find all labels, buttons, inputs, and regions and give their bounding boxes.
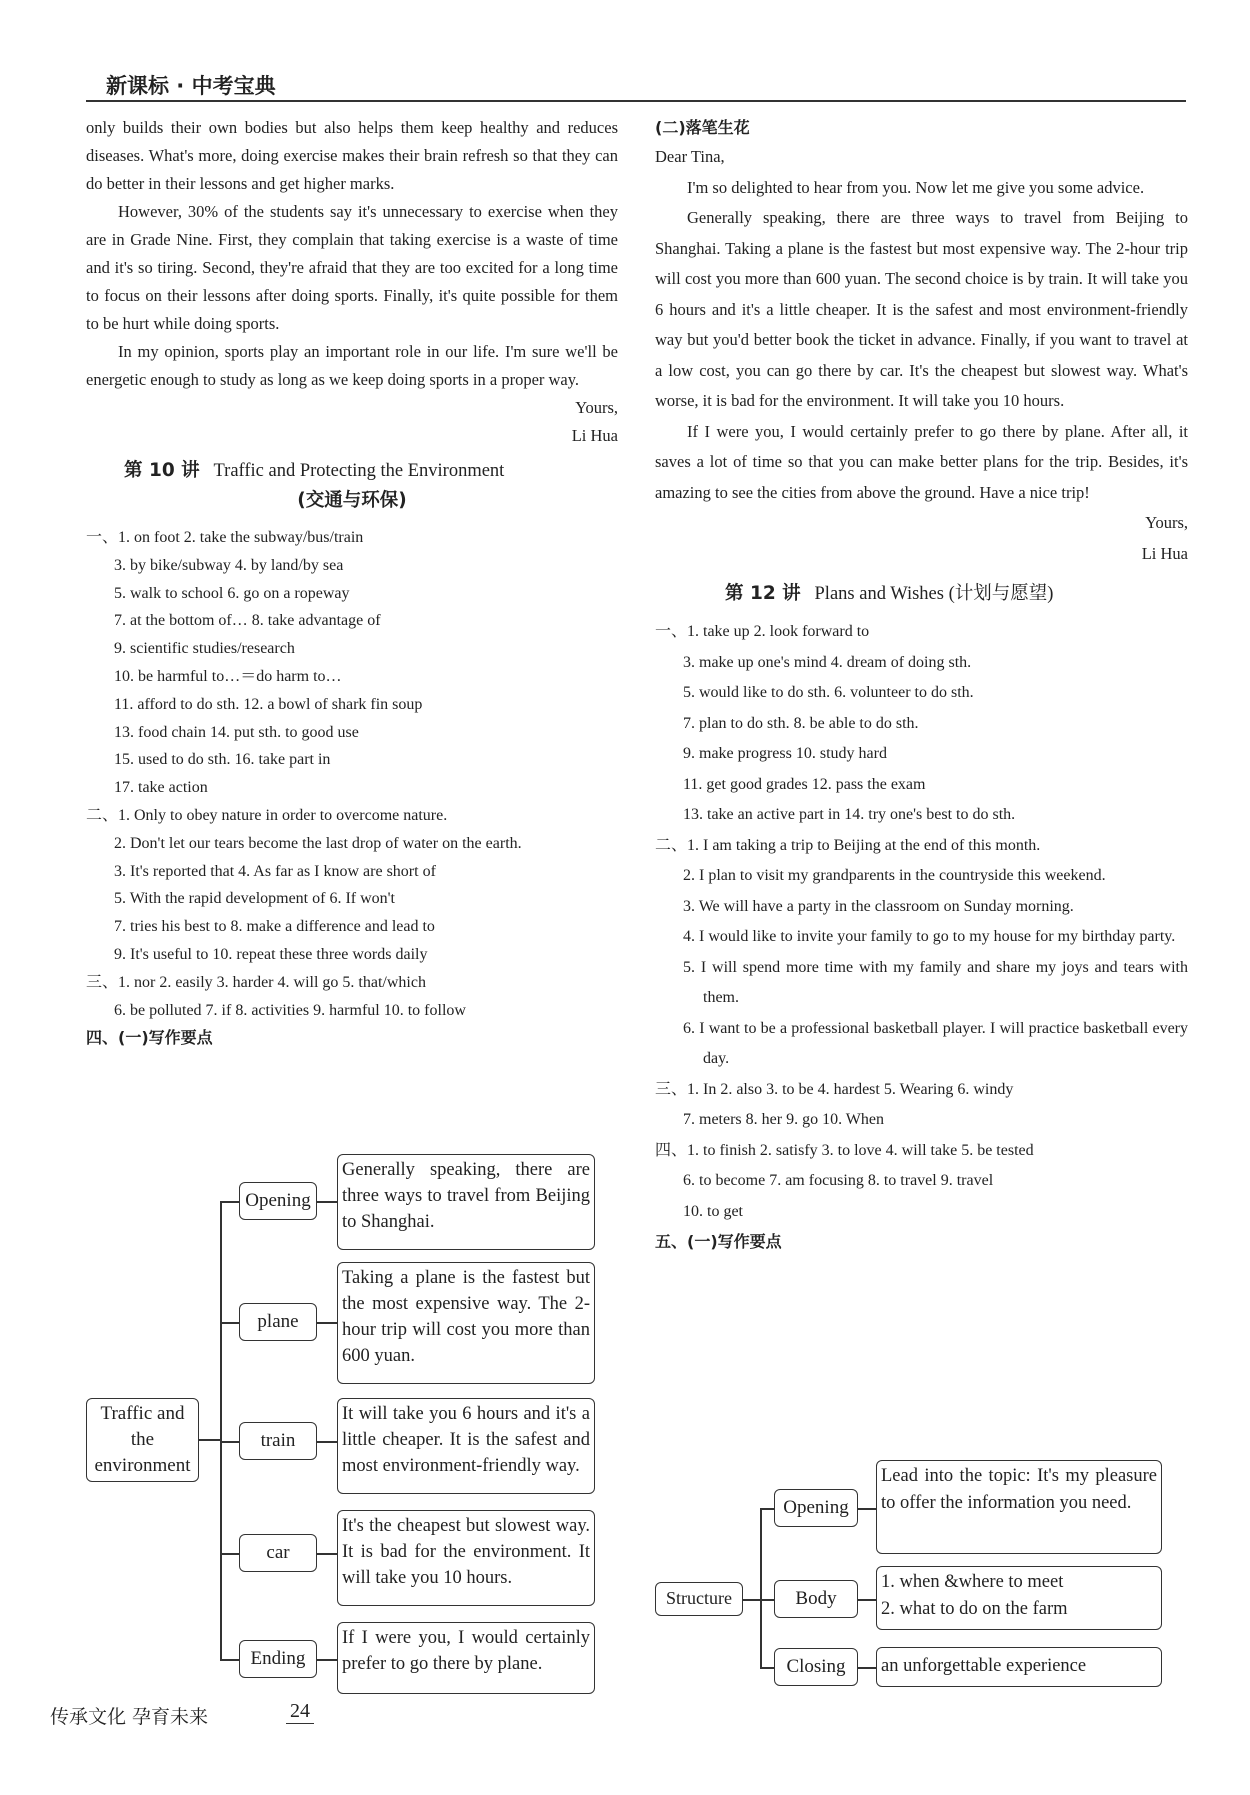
lesson-title: Plans and Wishes (计划与愿望) bbox=[814, 584, 1054, 604]
letter-paragraph: I'm so delighted to hear from you. Now let me give you some advice. bbox=[687, 177, 1145, 197]
connector-line bbox=[317, 1322, 337, 1324]
answer-line: 四、1. to finish 2. satisfy 3. to love 4. will take 5. be tested bbox=[655, 1141, 1034, 1159]
mindmap-box-ending: If I were you, I would certainly prefer to go there by plane. bbox=[337, 1622, 595, 1694]
answer-line: 4. I would like to invite your family to go to my house for my birthday party. bbox=[683, 928, 1176, 945]
mindmap-box-opening: Lead into the topic: It's my pleasure to offer the information you need. bbox=[876, 1460, 1162, 1554]
signature-closing: Yours, bbox=[575, 398, 618, 417]
answer-line: 5. I will spend more time with my family and share my joys and tears with them. bbox=[683, 958, 1188, 1006]
answer-section-3 bbox=[86, 969, 618, 1025]
answer-line: 11. get good grades 12. pass the exam bbox=[683, 775, 926, 793]
answer-line: 5. With the rapid development of 6. If won't bbox=[114, 890, 395, 908]
answer-line: 三、1. nor 2. easily 3. harder 4. will go 5. that/which bbox=[86, 973, 426, 991]
writing-points-label: 五、(一)写作要点 bbox=[655, 1232, 782, 1251]
connector-line bbox=[220, 1441, 239, 1443]
connector-line bbox=[199, 1439, 221, 1441]
writing-points-label: 四、(一)写作要点 bbox=[86, 1028, 213, 1048]
connector-line bbox=[858, 1599, 876, 1601]
connector-line bbox=[743, 1599, 761, 1601]
answer-line: 17. take action bbox=[114, 779, 208, 797]
mindmap-box-car: It's the cheapest but slowest way. It is bad for the environment. It will take you 10 hours. bbox=[337, 1510, 595, 1606]
mindmap-box-plane: Taking a plane is the fastest but the most expensive way. The 2-hour trip will cost you more than 600 yuan. bbox=[337, 1262, 595, 1384]
mindmap-node-body: Body bbox=[774, 1580, 858, 1618]
answer-line: 10. be harmful to…＝do harm to… bbox=[114, 667, 342, 685]
answer-section-4 bbox=[655, 1136, 1188, 1228]
essay-paragraph: only builds their own bodies but also helps them keep healthy and reduces diseases. What's more, doing exercise makes their brain refresh so that they can do better in their lessons and get higher marks. bbox=[86, 118, 618, 193]
connector-line bbox=[220, 1201, 239, 1203]
answer-line: 3. It's reported that 4. As far as I know are short of bbox=[114, 862, 436, 880]
answer-line: 3. We will have a party in the classroom on Sunday morning. bbox=[683, 897, 1074, 915]
letter-paragraph: Generally speaking, there are three ways to travel from Beijing to Shanghai. Taking a plane is the fastest but most expensive way. The 2-hour trip will cost you more than 600 yuan. The second choice is by train. It will take you 6 hours and it's a little cheaper. It is the safest and most environment-friendly way but you'd better book the ticket in advance. Finally, if you want to travel at a low cost, you can go there by car. It's the cheapest but slowest way. What's worse, it is bad for the environment. It will take you 10 hours. bbox=[655, 208, 1188, 410]
right-column bbox=[655, 114, 1188, 1257]
mindmap-node-train: train bbox=[239, 1422, 317, 1460]
answer-line: 13. take an active part in 14. try one's best to do sth. bbox=[683, 806, 1016, 823]
connector-line bbox=[760, 1508, 762, 1668]
header-rule bbox=[86, 100, 1186, 102]
essay-paragraph: However, 30% of the students say it's unnecessary to exercise when they are in Grade Nine. First, they complain that taking exercise is a waste of time and it's so tiring. Second, they're afraid that they are too excited for a long time to focus on their lessons after doing sports. Finally, it's quite possible for them to be hurt while doing sports. bbox=[86, 202, 618, 333]
answer-section-1 bbox=[86, 524, 618, 802]
mindmap-box-body: 1. when &where to meet 2. what to do on the farm bbox=[876, 1566, 1162, 1630]
answer-line: 6. be polluted 7. if 8. activities 9. harmful 10. to follow bbox=[114, 1001, 466, 1019]
writing-sample-label: (二)落笔生花 bbox=[655, 118, 750, 137]
mindmap-root: Structure bbox=[655, 1582, 743, 1616]
answer-line: 3. make up one's mind 4. dream of doing sth. bbox=[683, 653, 972, 671]
lesson-subtitle: (交通与环保) bbox=[297, 490, 407, 511]
answer-line: 3. by bike/subway 4. by land/by sea bbox=[114, 556, 344, 574]
lesson-12-heading bbox=[655, 579, 1188, 609]
connector-line bbox=[858, 1508, 876, 1510]
mindmap-node-closing: Closing bbox=[774, 1648, 858, 1686]
answer-line: 9. make progress 10. study hard bbox=[683, 745, 887, 762]
footer-brand: 传承文化 孕育未来 bbox=[50, 1706, 209, 1728]
lesson-10-heading bbox=[86, 456, 618, 486]
answer-section-3 bbox=[655, 1075, 1188, 1136]
answer-line: 10. to get bbox=[683, 1202, 743, 1220]
lesson-title: Traffic and Protecting the Environment bbox=[213, 461, 505, 481]
answer-line: 9. It's useful to 10. repeat these three words daily bbox=[114, 945, 428, 963]
answer-line: 6. to become 7. am focusing 8. to travel 9. travel bbox=[683, 1172, 994, 1189]
mindmap-node-opening: Opening bbox=[239, 1182, 317, 1220]
signature-name: Li Hua bbox=[571, 426, 618, 445]
mindmap-box-closing: an unforgettable experience bbox=[876, 1647, 1162, 1687]
answer-line: 2. Don't let our tears become the last drop of water on the earth. bbox=[114, 834, 522, 852]
answer-section-1 bbox=[655, 617, 1188, 831]
mindmap-node-car: car bbox=[239, 1534, 317, 1572]
answer-line: 三、1. In 2. also 3. to be 4. hardest 5. Wearing 6. windy bbox=[655, 1080, 1014, 1098]
connector-line bbox=[317, 1201, 337, 1203]
answer-line: 9. scientific studies/research bbox=[114, 640, 295, 658]
mindmap-node-opening: Opening bbox=[774, 1489, 858, 1527]
essay-paragraph: In my opinion, sports play an important role in our life. I'm sure we'll be energetic enough to study as long as we keep doing sports in a proper way. bbox=[86, 342, 618, 389]
answer-line: 7. tries his best to 8. make a difference and lead to bbox=[114, 918, 435, 936]
signature-closing: Yours, bbox=[1145, 513, 1188, 532]
answer-line: 13. food chain 14. put sth. to good use bbox=[114, 723, 359, 741]
answer-section-2 bbox=[655, 831, 1188, 1075]
connector-line bbox=[760, 1667, 774, 1669]
letter-greeting: Dear Tina, bbox=[655, 147, 725, 166]
answer-line: 二、1. Only to obey nature in order to overcome nature. bbox=[86, 806, 448, 824]
mindmap-node-ending: Ending bbox=[239, 1640, 317, 1678]
answer-line: 11. afford to do sth. 12. a bowl of shark fin soup bbox=[114, 695, 423, 713]
lesson-number: 第 10 讲 bbox=[124, 460, 200, 481]
connector-line bbox=[220, 1201, 222, 1660]
signature-name: Li Hua bbox=[1141, 543, 1188, 563]
answer-line: 6. I want to be a professional basketball player. I will practice basketball every day. bbox=[683, 1019, 1188, 1067]
page-number: 24 bbox=[286, 1700, 314, 1724]
answer-line: 5. would like to do sth. 6. volunteer to do sth. bbox=[683, 684, 974, 701]
answer-line: 7. plan to do sth. 8. be able to do sth. bbox=[683, 714, 919, 732]
answer-line: 一、1. on foot 2. take the subway/bus/train bbox=[86, 529, 364, 546]
connector-line bbox=[317, 1441, 337, 1443]
connector-line bbox=[317, 1553, 337, 1555]
answer-line: 一、1. take up 2. look forward to bbox=[655, 623, 870, 640]
lesson-number: 第 12 讲 bbox=[725, 583, 801, 604]
connector-line bbox=[317, 1659, 337, 1661]
answer-line: 15. used to do sth. 16. take part in bbox=[114, 751, 331, 769]
connector-line bbox=[760, 1508, 774, 1510]
connector-line bbox=[760, 1599, 774, 1601]
answer-line: 7. at the bottom of… 8. take advantage of bbox=[114, 612, 381, 630]
connector-line bbox=[220, 1322, 239, 1324]
connector-line bbox=[220, 1659, 239, 1661]
mindmap-box-train: It will take you 6 hours and it's a little cheaper. It is the safest and most environment-friendly way. bbox=[337, 1398, 595, 1494]
mindmap-node-plane: plane bbox=[239, 1303, 317, 1341]
answer-line: 2. I plan to visit my grandparents in the countryside this weekend. bbox=[683, 867, 1106, 884]
answer-line: 二、1. I am taking a trip to Beijing at the end of this month. bbox=[655, 836, 1041, 854]
answer-section-2 bbox=[86, 802, 618, 969]
mindmap-box-opening: Generally speaking, there are three ways to travel from Beijing to Shanghai. bbox=[337, 1154, 595, 1250]
mindmap-root: Traffic and the environment bbox=[86, 1398, 199, 1482]
page-header-title: 新课标 · 中考宝典 bbox=[106, 74, 276, 98]
connector-line bbox=[220, 1553, 239, 1555]
left-column bbox=[86, 114, 618, 1052]
connector-line bbox=[858, 1667, 876, 1669]
answer-line: 5. walk to school 6. go on a ropeway bbox=[114, 584, 350, 602]
answer-line: 7. meters 8. her 9. go 10. When bbox=[683, 1111, 884, 1128]
letter-paragraph: If I were you, I would certainly prefer to go there by plane. After all, it saves a lot of time so that you can make better plans for the trip. Besides, it's amazing to see the cities from above the ground. Have a nice trip! bbox=[655, 421, 1188, 502]
